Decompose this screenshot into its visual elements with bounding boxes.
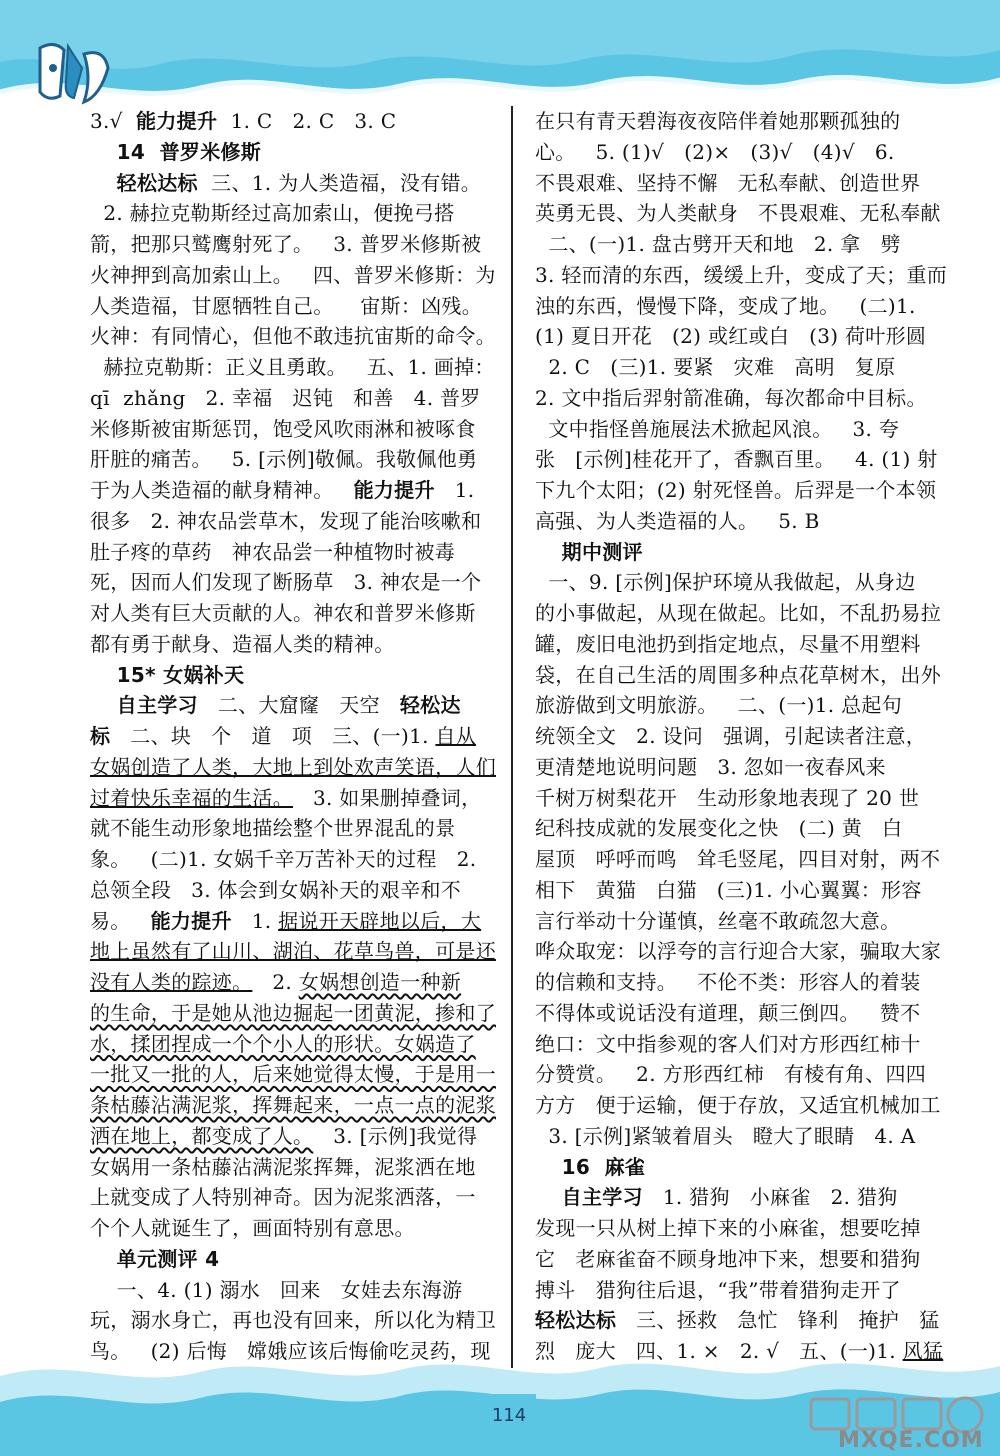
- text-segment: 1.: [231, 908, 279, 933]
- marked-text: 女娲创造了人类，大地上到处欢声笑语，人们: [90, 754, 496, 779]
- text-segment: 二、(一)1. 盘古劈开天和地 2. 拿 劈: [535, 232, 901, 256]
- text-segment: 哗众取宠：以浮夸的言行迎合大家，骗取大家: [535, 939, 941, 964]
- text-segment: [90, 1247, 117, 1271]
- text-line: [90, 936, 496, 967]
- text-line: [535, 998, 935, 1029]
- marked-text: 洒在地上，都变成了人。: [90, 1123, 314, 1148]
- marked-text: 女娲想创造一种新: [298, 970, 462, 994]
- text-segment: 很多 2. 神农品尝草木，发现了能治咳嗽和: [90, 508, 482, 533]
- text-line: [90, 1213, 490, 1244]
- watermark-text: MXQE.COM: [838, 1428, 984, 1453]
- text-line: [535, 783, 935, 814]
- text-line: [535, 1029, 935, 1060]
- text-line: [90, 967, 490, 998]
- text-line: [535, 967, 935, 998]
- text-line: [90, 629, 490, 660]
- text-segment: 分赞赏。 2. 方形西红柿 有棱有角、四四: [535, 1062, 927, 1087]
- text-segment: 赫拉克勒斯：正义且勇敢。 五、1. 画掉：: [90, 355, 495, 379]
- marked-text: 自从: [435, 724, 477, 748]
- text-segment: 千树万树梨花开 生动形象地表现了 20 世: [535, 785, 920, 810]
- text-line: [535, 1244, 935, 1275]
- text-segment: 一、4. (1) 溺水 回来 女娃去东海游: [90, 1277, 463, 1302]
- text-line: [535, 752, 935, 783]
- text-segment: 2.: [252, 970, 299, 994]
- text-line: [535, 1152, 935, 1183]
- marked-text: 的生命，于是她从池边掘起一团黄泥，掺和了: [90, 1000, 496, 1025]
- text-line: [90, 229, 490, 260]
- text-segment: 烈 庞大 四、1. × 2. √ 五、(一)1.: [535, 1339, 903, 1363]
- text-line: [90, 260, 496, 291]
- text-line: [535, 567, 935, 598]
- text-line: [535, 690, 935, 721]
- text-line: [90, 1152, 490, 1183]
- text-segment: 更清楚地说明问题 3. 忽如一夜春风来: [535, 754, 886, 779]
- text-segment: 英勇无畏、为人类献身 不畏艰难、无私奉献: [535, 201, 941, 226]
- text-segment: 死，因而人们发现了断肠草 3. 神农是一个: [90, 570, 482, 595]
- marked-text: 据说开天辟地以后，大: [278, 908, 482, 933]
- text-segment: [90, 663, 117, 687]
- text-line: [90, 168, 490, 199]
- text-line: [90, 506, 490, 537]
- text-segment: 文中指怪兽施展法术掀起风浪。 3. 夸: [535, 416, 900, 441]
- text-segment: 象。 (二)1. 女娲千辛万苦补天的过程 2.: [90, 847, 477, 871]
- text-line: [535, 291, 935, 322]
- text-segment: [535, 1155, 562, 1179]
- text-segment: 米修斯被宙斯惩罚，饱受风吹雨淋和被啄食: [90, 416, 476, 441]
- text-line: [90, 1090, 496, 1121]
- heading-text: 能力提升: [353, 478, 435, 502]
- text-segment: 3. 轻而清的东西，缓缓上升，变成了天；重而: [535, 262, 948, 287]
- text-line: [90, 321, 496, 352]
- text-line: [535, 660, 941, 691]
- text-segment: (1) 夏日开花 (2) 或红或白 (3) 荷叶形圆: [535, 324, 927, 349]
- text-segment: 罐，废旧电池扔到指定地点，尽量不用塑料: [535, 631, 921, 656]
- text-segment: 三、1. 为人类造福，没有错。: [197, 170, 482, 195]
- text-segment: 3. [示例]紧皱着眉头 瞪大了眼睛 4. A: [535, 1123, 916, 1148]
- marked-text: 过着快乐幸福的生活。: [90, 785, 293, 810]
- text-line: [535, 537, 935, 568]
- text-line: [90, 352, 495, 383]
- text-segment: 火神：有同情心，但他不敢违抗宙斯的命令。: [90, 324, 496, 349]
- text-line: [90, 783, 490, 814]
- text-segment: 个个人就诞生了，画面特别有意思。: [90, 1216, 415, 1240]
- text-line: [535, 414, 935, 445]
- text-segment: 相下 黄猫 白猫 (三)1. 小心翼翼：形容: [535, 877, 922, 902]
- text-segment: 方方 便于运输，便于存放，又适宜机械加工: [535, 1093, 941, 1117]
- text-segment: 1. C 2. C 3. C: [217, 109, 397, 133]
- text-line: [90, 1244, 490, 1275]
- text-line: [90, 660, 490, 691]
- text-line: [90, 1059, 496, 1090]
- text-segment: 2. 赫拉克勒斯经过高加索山，便挽弓搭: [90, 201, 455, 226]
- text-segment: [90, 693, 117, 717]
- text-segment: 人类造福，甘愿牺牲自己。 宙斯：凶残。: [90, 293, 483, 318]
- column-divider: [511, 106, 513, 1368]
- text-line: [90, 1029, 490, 1060]
- heading-text: 标: [90, 724, 111, 748]
- text-segment: 张 [示例]桂花开了，香飘百里。 4. (1) 射: [535, 447, 938, 472]
- text-line: [535, 352, 935, 383]
- text-segment: [90, 171, 117, 195]
- text-line: [535, 721, 935, 752]
- text-segment: [90, 140, 117, 164]
- text-line: [535, 229, 935, 260]
- text-line: [535, 321, 935, 352]
- marked-text: 地上虽然有了山川、湖泊、花草鸟兽，可是还: [90, 939, 496, 964]
- text-segment: 对人类有巨大贡献的人。神农和普罗米修斯: [90, 601, 476, 625]
- text-line: [535, 1182, 935, 1213]
- text-segment: 1.: [434, 478, 475, 502]
- text-segment: 的小事做起，从现在做起。比如，不乱扔易拉: [535, 601, 941, 625]
- marked-text: 没有人类的踪迹。: [90, 970, 253, 994]
- text-line: [90, 383, 490, 414]
- text-segment: 火神押到高加索山上。 四、普罗米修斯：为: [90, 262, 496, 287]
- text-line: [535, 1090, 941, 1121]
- text-segment: 1. 猎狗 小麻雀 2. 猎狗: [642, 1185, 898, 1210]
- text-segment: 发现一只从树上掉下来的小麻雀，想要吃掉: [535, 1216, 921, 1240]
- text-line: [535, 444, 938, 475]
- text-line: [90, 906, 490, 937]
- heading-text: 15* 女娲补天: [116, 662, 245, 687]
- text-segment: 肝脏的痛苦。 5. [示例]敬佩。我敬佩他勇: [90, 447, 478, 472]
- heading-text: 16 麻雀: [561, 1154, 646, 1179]
- text-line: [535, 1121, 935, 1152]
- text-segment: 就不能生动形象地描绘整个世界混乱的景: [90, 816, 456, 841]
- marked-text: 一批又一批的人，后来她觉得太慢，于是用一: [90, 1062, 496, 1087]
- heading-text: 轻松达: [399, 693, 461, 718]
- text-segment: qī zhǎng 2. 幸福 迟钝 和善 4. 普罗: [90, 385, 481, 410]
- text-line: [535, 936, 941, 967]
- page-number: 114: [482, 1394, 536, 1438]
- text-line: [535, 106, 935, 137]
- right-column: [535, 106, 948, 1367]
- text-segment: 绝口：文中指参观的客人们对方形西红柿十: [535, 1031, 921, 1056]
- text-line: [90, 690, 490, 721]
- text-segment: 3. 如果删掉叠词，: [293, 785, 482, 810]
- text-segment: 高强、为人类造福的人。 5. B: [535, 508, 820, 533]
- text-segment: 不畏艰难、坚持不懈 无私奉献、创造世界: [535, 170, 921, 195]
- text-segment: 总领全段 3. 体会到女娲补天的艰辛和不: [90, 877, 462, 902]
- text-segment: 下九个太阳；(2) 射死怪兽。后羿是一个本领: [535, 478, 937, 502]
- text-line: [90, 1275, 490, 1306]
- text-segment: 三、拯救 急忙 锋利 掩护 猛: [616, 1308, 940, 1333]
- text-line: [535, 1213, 935, 1244]
- text-line: [535, 137, 935, 168]
- heading-text: 14 普罗米修斯: [116, 139, 262, 164]
- text-segment: 易。: [90, 908, 151, 933]
- heading-text: 轻松达标: [116, 170, 198, 195]
- heading-text: 能力提升: [150, 908, 232, 933]
- text-segment: 袋，在自己生活的周围多种点花草树木，出外: [535, 662, 941, 687]
- text-segment: 纪科技成就的发展变化之快 (二) 黄 白: [535, 816, 903, 841]
- text-line: [90, 475, 490, 506]
- decorative-logo-icon: [34, 38, 114, 110]
- heading-text: 自主学习: [116, 693, 198, 718]
- text-line: [535, 844, 941, 875]
- text-line: [535, 198, 941, 229]
- text-segment: 鸟。 (2) 后悔 嫦娥应该后悔偷吃灵药，现: [90, 1339, 491, 1363]
- text-line: [90, 414, 490, 445]
- top-wave-banner: [0, 0, 1000, 120]
- text-line: [535, 906, 935, 937]
- marked-text: 水，揉团捏成一个个小人的形状。女娲造了: [90, 1031, 476, 1056]
- text-line: [90, 598, 490, 629]
- text-line: [535, 383, 935, 414]
- marked-text: 风猛: [902, 1339, 944, 1363]
- text-segment: 二、块 个 道 项 三、(一)1.: [110, 724, 436, 748]
- text-segment: 2. C (三)1. 要紧 灾难 高明 复原: [535, 355, 896, 379]
- text-line: [535, 1059, 935, 1090]
- text-segment: [535, 1185, 562, 1209]
- text-segment: 都有勇于献身、造福人类的精神。: [90, 631, 395, 656]
- text-segment: 玩，溺水身亡，再也没有回来，所以化为精卫: [90, 1308, 496, 1333]
- text-line: [90, 752, 496, 783]
- text-segment: 的信赖和支持。 不伦不类：形容人的着装: [535, 970, 921, 994]
- text-line: [90, 198, 490, 229]
- text-line: [535, 260, 948, 291]
- text-segment: [535, 540, 562, 564]
- text-line: [535, 1275, 935, 1306]
- text-line: [90, 1121, 490, 1152]
- text-segment: 屋顶 呼呼而鸣 耸毛竖尾，四目对射，两不: [535, 847, 941, 871]
- text-line: [535, 506, 935, 537]
- text-segment: 言行举动十分谨慎，丝毫不敢疏忽大意。: [535, 908, 901, 933]
- text-segment: 统领全文 2. 设问 强调，引起读者注意，: [535, 724, 927, 748]
- heading-text: 自主学习: [561, 1185, 643, 1210]
- text-line: [90, 291, 490, 322]
- text-line: [535, 1305, 940, 1336]
- text-segment: 不得体或说话没有道理，颠三倒四。 赞不: [535, 1000, 921, 1025]
- text-segment: 二、大窟窿 天空: [197, 693, 400, 718]
- text-line: [535, 813, 935, 844]
- text-line: [90, 844, 490, 875]
- text-line: [90, 1305, 496, 1336]
- text-segment: 于为人类造福的献身精神。: [90, 478, 354, 502]
- left-column: [90, 106, 496, 1367]
- text-line: [535, 475, 935, 506]
- heading-text: 能力提升: [136, 109, 218, 133]
- text-segment: 3. [示例]我觉得: [313, 1123, 478, 1148]
- text-segment: 心。 5. (1)√ (2)× (3)√ (4)√ 6.: [535, 139, 895, 164]
- text-line: [535, 598, 941, 629]
- text-segment: 箭，把那只鹫鹰射死了。 3. 普罗米修斯被: [90, 232, 482, 256]
- text-line: [535, 875, 935, 906]
- text-segment: 在只有青天碧海夜夜陪伴着她那颗孤独的: [535, 109, 901, 133]
- text-line: [535, 168, 935, 199]
- text-segment: 一、9. [示例]保护环境从我做起，从身边: [535, 570, 916, 595]
- heading-text: 期中测评: [561, 539, 643, 564]
- text-line: [90, 444, 490, 475]
- text-line: [90, 998, 496, 1029]
- text-segment: 3.√: [90, 109, 137, 133]
- text-segment: 2. 文中指后羿射箭准确，每次都命中目标。: [535, 385, 927, 410]
- text-line: [90, 567, 490, 598]
- text-line: [90, 1182, 490, 1213]
- heading-text: 轻松达标: [535, 1308, 617, 1333]
- text-line: [90, 721, 490, 752]
- text-segment: 肚子疼的草药 神农品尝一种植物时被毒: [90, 539, 456, 564]
- text-line: [90, 106, 490, 137]
- heading-text: 单元测评 4: [116, 1246, 220, 1271]
- text-line: [90, 137, 490, 168]
- text-segment: 上就变成了人特别神奇。因为泥浆洒落，一: [90, 1185, 476, 1210]
- text-segment: 它 老麻雀奋不顾身地冲下来，想要和猎狗: [535, 1246, 921, 1271]
- text-line: [90, 537, 490, 568]
- text-line: [90, 813, 490, 844]
- text-segment: 搏斗 猎狗往后退，“我”带着猎狗走开了: [535, 1277, 901, 1302]
- text-segment: 浊的东西，慢慢下降，变成了地。 (二)1.: [535, 293, 916, 318]
- marked-text: 条枯藤沾满泥浆，挥舞起来，一点一点的泥浆: [90, 1093, 496, 1117]
- text-segment: 旅游做到文明旅游。 二、(一)1. 总起句: [535, 693, 903, 718]
- text-line: [535, 629, 935, 660]
- text-line: [90, 875, 490, 906]
- text-segment: 女娲用一条枯藤沾满泥浆挥舞，泥浆洒在地: [90, 1154, 476, 1179]
